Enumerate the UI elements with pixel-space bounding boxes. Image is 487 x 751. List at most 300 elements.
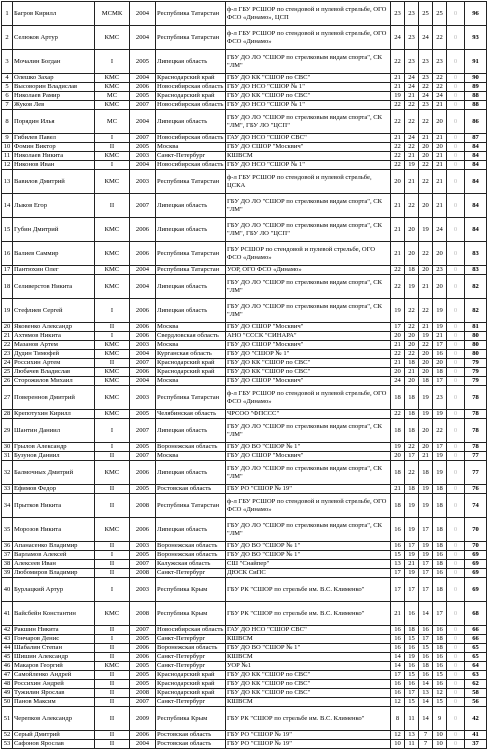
series-1-score: 8 — [391, 707, 405, 731]
series-4-score: 22 — [433, 74, 447, 83]
series-2-score: 17 — [405, 578, 419, 602]
athlete-name: Макаров Георгий — [13, 662, 95, 671]
table-row — [2, 332, 487, 341]
series-3-score: 22 — [419, 110, 433, 134]
row-number: 2 — [2, 26, 13, 50]
athlete-name: Лыков Егор — [13, 194, 95, 218]
athlete-name: Губин Дмитрий — [13, 218, 95, 242]
organization: ГБУ ДО ЛО "СШОР по стрелковым видам спорта", СК "ЛМ" — [226, 419, 391, 443]
series-2-score: 22 — [405, 299, 419, 323]
athlete-name: Самойленко Андрей — [13, 671, 95, 680]
series-4-score: 21 — [433, 170, 447, 194]
series-4-score: 21 — [433, 332, 447, 341]
organization: ГБУ ДО ВО "СШОР № 1" — [226, 443, 391, 452]
organization: ГБУ ДО ЛО "СШОР по стрелковым видам спорта", СК "ЛМ", ГБУ ЛО "ЦСП" — [226, 110, 391, 134]
athlete-name: Гибилев Павел — [13, 134, 95, 143]
series-3-score: 20 — [419, 443, 433, 452]
series-2-score: 19 — [405, 494, 419, 518]
series-2-score: 16 — [405, 662, 419, 671]
athlete-name: Пантюхин Олег — [13, 266, 95, 275]
series-2-score: 24 — [405, 134, 419, 143]
series-4-score: 18 — [433, 485, 447, 494]
total-score: 84 — [465, 143, 487, 152]
table-row — [2, 92, 487, 101]
table-row — [2, 731, 487, 740]
sport-rank: II — [95, 689, 130, 698]
sport-rank: II — [95, 452, 130, 461]
series-2-score: 19 — [405, 569, 419, 578]
region: Санкт-Петербург — [156, 698, 226, 707]
series-4-score: 18 — [433, 578, 447, 602]
birth-year: 2003 — [130, 386, 156, 410]
birth-year: 2003 — [130, 170, 156, 194]
extra-score: 0 — [447, 707, 465, 731]
table-row — [2, 101, 487, 110]
sport-rank: КМС — [95, 350, 130, 359]
region: Липецкая область — [156, 110, 226, 134]
organization: ГБУ РСШОР по стендовой и пулевой стрельбе, ОГО ФСО «Динамо» — [226, 242, 391, 266]
series-1-score: 24 — [391, 377, 405, 386]
series-3-score: 22 — [419, 299, 433, 323]
total-score: 77 — [465, 461, 487, 485]
organization: ГБУ ДО СШОР "Москвич" — [226, 323, 391, 332]
row-number: 47 — [2, 671, 13, 680]
organization: ГБУ ДО НСО "СШОР № 1" — [226, 161, 391, 170]
sport-rank: КМС — [95, 170, 130, 194]
extra-score: 0 — [447, 341, 465, 350]
region: Санкт-Петербург — [156, 152, 226, 161]
series-2-score: 21 — [405, 368, 419, 377]
results-table — [1, 1, 487, 749]
athlete-name: Никонов Иван — [13, 161, 95, 170]
series-4-score: 23 — [433, 386, 447, 410]
region: Санкт-Петербург — [156, 653, 226, 662]
extra-score: 0 — [447, 653, 465, 662]
row-number: 52 — [2, 731, 13, 740]
row-number: 51 — [2, 707, 13, 731]
series-2-score: 17 — [405, 452, 419, 461]
region: Ростовская область — [156, 731, 226, 740]
total-score: 88 — [465, 92, 487, 101]
series-1-score: 19 — [391, 92, 405, 101]
birth-year: 2006 — [130, 242, 156, 266]
total-score: 84 — [465, 218, 487, 242]
series-4-score: 19 — [433, 461, 447, 485]
series-1-score: 18 — [391, 419, 405, 443]
extra-score: 0 — [447, 194, 465, 218]
series-1-score: 14 — [391, 653, 405, 662]
row-number: 44 — [2, 644, 13, 653]
birth-year: 2006 — [130, 644, 156, 653]
table-row — [2, 299, 487, 323]
series-4-score: 20 — [433, 359, 447, 368]
series-2-score: 15 — [405, 698, 419, 707]
region: Курганская область — [156, 350, 226, 359]
series-3-score: 15 — [419, 644, 433, 653]
organization: ГБУ ДО КК "СШОР по СВС" — [226, 671, 391, 680]
series-3-score: 19 — [419, 410, 433, 419]
extra-score: 0 — [447, 2, 465, 26]
sport-rank: II — [95, 731, 130, 740]
extra-score: 0 — [447, 551, 465, 560]
athlete-name: Прытков Никита — [13, 494, 95, 518]
table-row — [2, 671, 487, 680]
series-4-score: 21 — [433, 101, 447, 110]
row-number: 49 — [2, 689, 13, 698]
organization: ф-л ГБУ РСШОР по стендовой и пулевой стрельбе, ЦСКА — [226, 170, 391, 194]
athlete-name: Николаев Рамир — [13, 92, 95, 101]
series-1-score: 22 — [391, 350, 405, 359]
series-2-score: 11 — [405, 740, 419, 749]
region: Воронежская область — [156, 443, 226, 452]
region: Новосибирская область — [156, 134, 226, 143]
total-score: 74 — [465, 494, 487, 518]
birth-year: 2004 — [130, 377, 156, 386]
series-2-score: 23 — [405, 50, 419, 74]
series-4-score: 19 — [433, 452, 447, 461]
extra-score: 0 — [447, 542, 465, 551]
series-2-score: 22 — [405, 194, 419, 218]
extra-score: 0 — [447, 635, 465, 644]
series-3-score: 23 — [419, 74, 433, 83]
extra-score: 0 — [447, 134, 465, 143]
birth-year: 2007 — [130, 419, 156, 443]
series-4-score: 17 — [433, 443, 447, 452]
row-number: 37 — [2, 551, 13, 560]
region: Свердловская область — [156, 332, 226, 341]
region: Краснодарский край — [156, 368, 226, 377]
athlete-name: Сафонов Ярослав — [13, 740, 95, 749]
series-1-score: 13 — [391, 560, 405, 569]
sport-rank: I — [95, 50, 130, 74]
athlete-name: Жуков Лев — [13, 101, 95, 110]
organization: АНО "СССК "СИНАРА" — [226, 332, 391, 341]
table-row — [2, 341, 487, 350]
series-3-score: 20 — [419, 152, 433, 161]
table-row — [2, 419, 487, 443]
organization: КШВСМ — [226, 698, 391, 707]
region: Липецкая область — [156, 299, 226, 323]
row-number: 41 — [2, 602, 13, 626]
row-number: 43 — [2, 635, 13, 644]
table-row — [2, 662, 487, 671]
results-table-body — [2, 2, 487, 749]
series-2-score: 19 — [405, 518, 419, 542]
extra-score: 0 — [447, 50, 465, 74]
series-2-score: 15 — [405, 671, 419, 680]
sport-rank: II — [95, 542, 130, 551]
table-row — [2, 350, 487, 359]
total-score: 84 — [465, 194, 487, 218]
extra-score: 0 — [447, 419, 465, 443]
series-3-score: 14 — [419, 698, 433, 707]
series-2-score: 18 — [405, 359, 419, 368]
series-1-score: 18 — [391, 386, 405, 410]
athlete-name: Яковенко Александр — [13, 323, 95, 332]
total-score: 81 — [465, 323, 487, 332]
series-3-score: 22 — [419, 170, 433, 194]
series-3-score: 21 — [419, 134, 433, 143]
organization: ДЮСК СиПС — [226, 569, 391, 578]
series-3-score: 21 — [419, 323, 433, 332]
birth-year: 2003 — [130, 578, 156, 602]
series-3-score: 7 — [419, 740, 433, 749]
organization: ф-л ГБУ РСШОР по стендовой и пулевой стрельбе, ОГО ФСО «Динамо», ЦСП — [226, 2, 391, 26]
series-1-score: 16 — [391, 518, 405, 542]
series-2-score: 24 — [405, 83, 419, 92]
row-number: 4 — [2, 74, 13, 83]
organization: ГБУ ДО КК "СШОР по СВС" — [226, 74, 391, 83]
organization: ГБУ ДО ВО "СШОР № 1" — [226, 542, 391, 551]
total-score: 56 — [465, 698, 487, 707]
region: Липецкая область — [156, 50, 226, 74]
birth-year: 2006 — [130, 518, 156, 542]
region: Санкт-Петербург — [156, 569, 226, 578]
extra-score: 0 — [447, 698, 465, 707]
birth-year: 2008 — [130, 689, 156, 698]
total-score: 68 — [465, 602, 487, 626]
table-row — [2, 518, 487, 542]
series-1-score: 16 — [391, 644, 405, 653]
sport-rank: II — [95, 485, 130, 494]
extra-score: 0 — [447, 377, 465, 386]
total-score: 79 — [465, 377, 487, 386]
total-score: 84 — [465, 170, 487, 194]
series-4-score: 16 — [433, 653, 447, 662]
series-1-score: 20 — [391, 170, 405, 194]
extra-score: 0 — [447, 92, 465, 101]
series-3-score: 22 — [419, 161, 433, 170]
total-score: 42 — [465, 707, 487, 731]
row-number: 31 — [2, 452, 13, 461]
extra-score: 0 — [447, 644, 465, 653]
region: Липецкая область — [156, 275, 226, 299]
series-3-score: 18 — [419, 461, 433, 485]
table-row — [2, 377, 487, 386]
table-row — [2, 410, 487, 419]
extra-score: 0 — [447, 626, 465, 635]
series-3-score: 24 — [419, 92, 433, 101]
athlete-name: Россихин Артем — [13, 359, 95, 368]
series-1-score: 21 — [391, 194, 405, 218]
extra-score: 0 — [447, 494, 465, 518]
table-row — [2, 551, 487, 560]
table-row — [2, 161, 487, 170]
birth-year: 2007 — [130, 194, 156, 218]
athlete-name: Сторожилов Михаил — [13, 377, 95, 386]
sport-rank: I — [95, 443, 130, 452]
birth-year: 2004 — [130, 2, 156, 26]
sport-rank: КМС — [95, 410, 130, 419]
series-3-score: 19 — [419, 386, 433, 410]
extra-score: 0 — [447, 323, 465, 332]
table-row — [2, 461, 487, 485]
athlete-name: Олешко Захар — [13, 74, 95, 83]
athlete-name: Панов Максим — [13, 698, 95, 707]
series-1-score: 21 — [391, 83, 405, 92]
series-1-score: 18 — [391, 494, 405, 518]
extra-score: 0 — [447, 152, 465, 161]
series-2-score: 20 — [405, 332, 419, 341]
extra-score: 0 — [447, 110, 465, 134]
series-3-score: 20 — [419, 350, 433, 359]
table-row — [2, 644, 487, 653]
series-1-score: 19 — [391, 443, 405, 452]
series-2-score: 16 — [405, 680, 419, 689]
table-row — [2, 689, 487, 698]
table-row — [2, 218, 487, 242]
organization: ГБУ ДО СШОР "Москвич" — [226, 341, 391, 350]
region: Москва — [156, 143, 226, 152]
organization: КШВСМ — [226, 635, 391, 644]
series-2-score: 22 — [405, 350, 419, 359]
series-3-score: 23 — [419, 50, 433, 74]
region: Краснодарский край — [156, 359, 226, 368]
row-number: 16 — [2, 242, 13, 266]
series-4-score: 25 — [433, 2, 447, 26]
athlete-name: Валиев Саммир — [13, 242, 95, 266]
region: Республика Татарстан — [156, 494, 226, 518]
row-number: 21 — [2, 332, 13, 341]
athlete-name: Николаев Никита — [13, 152, 95, 161]
sport-rank: КМС — [95, 386, 130, 410]
athlete-name: Мочалин Богдан — [13, 50, 95, 74]
table-row — [2, 578, 487, 602]
series-4-score: 22 — [433, 26, 447, 50]
birth-year: 2007 — [130, 560, 156, 569]
row-number: 32 — [2, 461, 13, 485]
series-4-score: 18 — [433, 494, 447, 518]
athlete-name: Повереннов Дмитрий — [13, 386, 95, 410]
series-4-score: 10 — [433, 731, 447, 740]
total-score: 79 — [465, 368, 487, 377]
birth-year: 2006 — [130, 332, 156, 341]
series-4-score: 18 — [433, 542, 447, 551]
organization: ГБУ ДО КК "СШОР по СВС" — [226, 689, 391, 698]
series-2-score: 22 — [405, 101, 419, 110]
series-3-score: 22 — [419, 242, 433, 266]
extra-score: 0 — [447, 359, 465, 368]
birth-year: 2006 — [130, 653, 156, 662]
sport-rank: КМС — [95, 368, 130, 377]
series-4-score: 16 — [433, 350, 447, 359]
series-2-score: 18 — [405, 410, 419, 419]
birth-year: 2005 — [130, 680, 156, 689]
organization: ГАУ ДО НСО "СШОР СВС" — [226, 134, 391, 143]
sport-rank: II — [95, 560, 130, 569]
series-3-score: 7 — [419, 731, 433, 740]
extra-score: 0 — [447, 161, 465, 170]
series-2-score: 18 — [405, 626, 419, 635]
series-4-score: 20 — [433, 242, 447, 266]
organization: ГБУ ДО КК "СШОР по СВС" — [226, 368, 391, 377]
organization: КШВСМ — [226, 152, 391, 161]
total-score: 84 — [465, 161, 487, 170]
table-row — [2, 194, 487, 218]
birth-year: 2006 — [130, 218, 156, 242]
sport-rank: I — [95, 419, 130, 443]
total-score: 83 — [465, 266, 487, 275]
organization: ф-л ГБУ РСШОР по стендовой и пулевой стрельбе, ОГО ФСО «Динамо» — [226, 26, 391, 50]
series-4-score: 21 — [433, 194, 447, 218]
total-score: 69 — [465, 551, 487, 560]
series-1-score: 20 — [391, 332, 405, 341]
total-score: 79 — [465, 359, 487, 368]
series-4-score: 21 — [433, 134, 447, 143]
extra-score: 0 — [447, 560, 465, 569]
sport-rank: II — [95, 671, 130, 680]
extra-score: 0 — [447, 662, 465, 671]
sport-rank: КМС — [95, 83, 130, 92]
series-1-score: 21 — [391, 242, 405, 266]
extra-score: 0 — [447, 689, 465, 698]
sport-rank: I — [95, 299, 130, 323]
sport-rank: КМС — [95, 518, 130, 542]
series-2-score: 19 — [405, 161, 419, 170]
total-score: 90 — [465, 74, 487, 83]
athlete-name: Черепков Александр — [13, 707, 95, 731]
series-4-score: 22 — [433, 419, 447, 443]
total-score: 89 — [465, 83, 487, 92]
series-3-score: 17 — [419, 518, 433, 542]
row-number: 33 — [2, 485, 13, 494]
series-3-score: 14 — [419, 680, 433, 689]
extra-score: 0 — [447, 242, 465, 266]
series-1-score: 16 — [391, 626, 405, 635]
series-2-score: 20 — [405, 341, 419, 350]
series-2-score: 22 — [405, 323, 419, 332]
extra-score: 0 — [447, 101, 465, 110]
organization: ГБУ ДО ВО "СШОР № 1" — [226, 551, 391, 560]
series-3-score: 14 — [419, 707, 433, 731]
series-4-score: 16 — [433, 551, 447, 560]
series-3-score: 24 — [419, 26, 433, 50]
series-2-score: 21 — [405, 152, 419, 161]
row-number: 48 — [2, 680, 13, 689]
row-number: 15 — [2, 218, 13, 242]
athlete-name: Варламов Алексей — [13, 551, 95, 560]
birth-year: 2003 — [130, 341, 156, 350]
series-1-score: 17 — [391, 569, 405, 578]
sport-rank: КМС — [95, 461, 130, 485]
region: Ростовская область — [156, 485, 226, 494]
series-1-score: 16 — [391, 680, 405, 689]
birth-year: 2005 — [130, 92, 156, 101]
organization: ГБУ ДО ЛО "СШОР по стрелковым видам спорта", СК "ЛМ", ГБУ ЛО "ЦСП" — [226, 218, 391, 242]
series-4-score: 24 — [433, 92, 447, 101]
athlete-name: Тужилин Ярослав — [13, 689, 95, 698]
sport-rank: КМС — [95, 266, 130, 275]
series-2-score: 22 — [405, 443, 419, 452]
total-score: 80 — [465, 332, 487, 341]
total-score: 77 — [465, 452, 487, 461]
sport-rank: II — [95, 680, 130, 689]
series-1-score: 17 — [391, 671, 405, 680]
birth-year: 2004 — [130, 266, 156, 275]
row-number: 8 — [2, 110, 13, 134]
series-1-score: 22 — [391, 143, 405, 152]
series-1-score: 16 — [391, 635, 405, 644]
series-3-score: 21 — [419, 452, 433, 461]
extra-score: 0 — [447, 731, 465, 740]
birth-year: 2008 — [130, 602, 156, 626]
total-score: 65 — [465, 653, 487, 662]
athlete-name: Мазанов Артем — [13, 341, 95, 350]
series-2-score: 11 — [405, 707, 419, 731]
series-3-score: 17 — [419, 635, 433, 644]
table-row — [2, 602, 487, 626]
row-number: 14 — [2, 194, 13, 218]
